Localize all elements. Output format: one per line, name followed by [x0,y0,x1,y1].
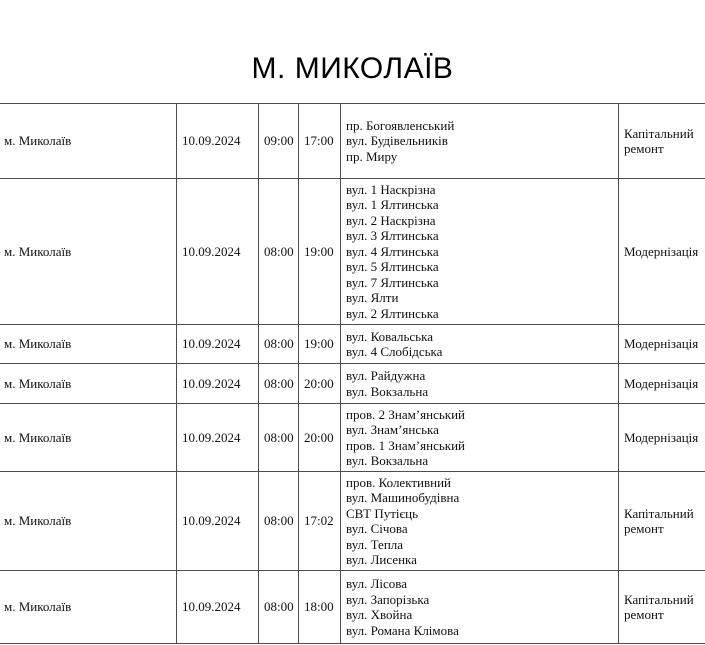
cell-work-type: Модернізація [619,364,705,404]
table-row [0,571,705,644]
street-line: пров. Колективний [346,474,451,490]
cell-start-time: 08:00 [259,571,299,644]
cell-work-type: Капітальний ремонт [619,571,705,644]
table-row [0,364,705,404]
cell-city: м. Миколаїв [0,104,177,179]
cell-work-type: Модернізація [619,179,705,325]
street-line: вул. Запорізька [346,591,430,607]
cell-end-time: 18:00 [299,571,341,644]
street-line: вул. 7 Ялтинська [346,274,439,290]
street-line: пр. Миру [346,148,398,164]
cell-city: м. Миколаїв [0,571,177,644]
street-line: пров. 2 Знам’янський [346,406,466,422]
page-title: М. МИКОЛАЇВ [251,52,454,85]
cell-date: 10.09.2024 [177,325,259,364]
cell-city: м. Миколаїв [0,364,177,404]
street-line: вул. Романа Клімова [346,622,459,638]
cell-date: 10.09.2024 [177,104,259,179]
cell-city: м. Миколаїв [0,404,177,472]
cell-date: 10.09.2024 [177,404,259,472]
cell-end-time: 19:00 [299,179,341,325]
street-line: вул. Ковальська [346,328,433,344]
cell-city: м. Миколаїв [0,325,177,364]
street-line: вул. Січова [346,521,408,536]
street-line: пр. Богоявленський [346,117,455,133]
street-line: вул. Лисенка [346,552,417,567]
cell-date: 10.09.2024 [177,472,259,571]
street-line: вул. Вокзальна [346,383,429,399]
outage-schedule-table [0,103,705,644]
cell-start-time: 08:00 [259,325,299,364]
cell-city: м. Миколаїв [0,472,177,571]
cell-start-time: 08:00 [259,179,299,325]
table-row [0,179,705,325]
street-line: СВТ Путієць [346,505,419,521]
cell-streets [341,364,619,404]
street-line: вул. 4 Слобідська [346,344,443,359]
street-line: вул. Машинобудівна [346,490,460,505]
cell-start-time: 08:00 [259,364,299,404]
cell-streets [341,104,619,179]
cell-work-type: Модернізація [619,325,705,364]
street-line: вул. Тепла [346,536,404,552]
cell-start-time: 09:00 [259,104,299,179]
cell-date: 10.09.2024 [177,364,259,404]
schedule-table-body [0,104,705,644]
street-line: вул. 3 Ялтинська [346,228,439,244]
cell-end-time: 17:00 [299,104,341,179]
street-line: пров. 1 Знам’янський [346,437,466,453]
street-line: вул. 4 Ялтинська [346,243,439,259]
cell-end-time: 19:00 [299,325,341,364]
cell-city: м. Миколаїв [0,179,177,325]
cell-streets [341,325,619,364]
cell-streets [341,404,619,472]
street-line: вул. Вокзальна [346,453,429,468]
street-line: вул. Лісова [346,576,408,591]
cell-end-time: 17:02 [299,472,341,571]
cell-streets [341,472,619,571]
street-line: вул. 1 Наскрізна [346,181,436,197]
street-line: вул. Ялти [346,290,399,306]
table-row [0,325,705,364]
street-line: вул. 2 Наскрізна [346,212,436,228]
cell-date: 10.09.2024 [177,179,259,325]
street-line: вул. 1 Ялтинська [346,197,439,213]
cell-work-type: Капітальний ремонт [619,104,705,179]
table-row [0,104,705,179]
cell-streets [341,571,619,644]
street-line: вул. Хвойна [346,607,413,622]
cell-work-type: Капітальний ремонт [619,472,705,571]
schedule-table-container [0,103,705,644]
street-line: вул. Знам’янська [346,422,439,437]
street-line: вул. Райдужна [346,368,426,383]
street-line: вул. Будівельників [346,133,448,149]
cell-work-type: Модернізація [619,404,705,472]
table-row [0,472,705,571]
cell-date: 10.09.2024 [177,571,259,644]
cell-end-time: 20:00 [299,404,341,472]
cell-end-time: 20:00 [299,364,341,404]
cell-start-time: 08:00 [259,404,299,472]
street-line: вул. 2 Ялтинська [346,305,439,321]
cell-start-time: 08:00 [259,472,299,571]
table-row [0,404,705,472]
street-line: вул. 5 Ялтинська [346,259,439,275]
cell-streets [341,179,619,325]
